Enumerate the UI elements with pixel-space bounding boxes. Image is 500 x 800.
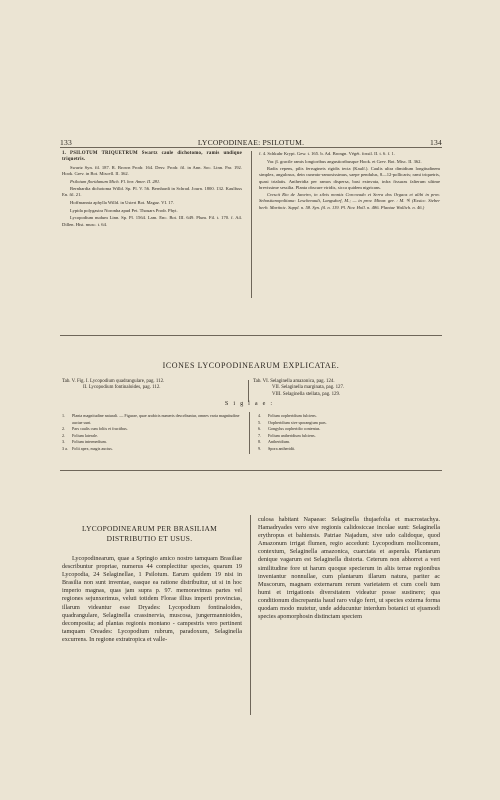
distribution-title-line2: DISTRIBUTIO ET USUS. (106, 534, 193, 543)
left-column (62, 151, 242, 228)
gloss-num: 1. (62, 413, 66, 418)
siglae-heading: Siglae: (224, 400, 278, 407)
gloss-text: Oopheridium sive sporangium pars. (268, 419, 327, 425)
synonym-4: Hoffmannia aphylla Willd. in Usteri Bot. Magaz. VI. 17. (70, 200, 175, 206)
section-rule-bottom (60, 470, 442, 471)
plate-entry: Tab. V. Fig. I. Lycopodium quadrangulare, pag. 112. (62, 379, 165, 384)
gloss-text: Folium oopheridium fulciens. (268, 413, 317, 418)
gloss-text: Folium antheridium fulciens. (268, 432, 316, 438)
gloss-item (62, 446, 240, 453)
synonym-6: Lycopodium nudum Linn. Sp. Pl. 1564. Lam. Enc. Bot. III. 649. Plum. Fil. t. 170. f. A4. Dillen. Hist. musc. t. 64. (62, 215, 242, 227)
page-number-right: 134 (429, 137, 442, 147)
gloss-num: 6. (258, 426, 262, 431)
gloss-text: Folii apex, magis auctus. (72, 445, 113, 451)
synonym-3: Bernhardia dichotoma Willd. Sp. Pl. V. 56. Bernhardi in Schrad. Journ. 1800. 132. Kaulfuss En. fil. 21. (62, 186, 242, 198)
gloss-num: 8. (258, 439, 262, 444)
plate-entry: VII. Selaginella marginata, pag. 127. (272, 385, 345, 391)
gloss-num: 2. (62, 432, 66, 438)
distribution-text-left: Lycopodinearum, quae a Springio amico nostro tamquam Brasiliae describuntur propriae, numerus 44 complectitur species, quarum 19 Lycopodia, 24 Selaginellae, 1 Psilotum. Earum quidem 19 nisi in Brasilia non sunt inventae, easque ea ratione distribuitur, ut si in hoc imperio magnas, quas jam supra p. 97. memoravimus partes vel regiones sejunxerimus, veluti totidem Florae illius imperii provincias, illarum videantur esse Dryades: Lycopodium fontinaloides, quadrangulare, Selaginella crassinervia, muscosa, jungermannioides, decomposita; ad plantas regionis montano - campestris vero pertinent tamquam Oreades: Lycopodium rubrum, paradoxum, Selaginella excurrens. In regione extratropica et valle- (62, 555, 242, 643)
synonym-5: Lypida polygastra Noronha apud Pet. Thouars Prodr. Phyt. (70, 207, 178, 213)
gloss-right (258, 413, 438, 452)
variety-note: Var. β. gracile ramis longioribus angustioribusque Hook. et Grev. Bot. Misc. II. 362. (267, 158, 422, 164)
gloss-text: Folium laterale. (72, 432, 98, 438)
distribution-left-column (62, 555, 242, 644)
right-column (259, 151, 440, 211)
plate-divider (248, 380, 249, 402)
species-heading: 1. PSILOTUM TRIQUETRUM Swartz caule dichotomo, ramis undique triquetris. (62, 151, 242, 163)
column-divider-bottom (250, 515, 251, 715)
gloss-left (62, 413, 240, 452)
plate-entry: VIII. Selaginella stellata, pag. 129. (272, 391, 341, 397)
gloss-item (258, 446, 438, 453)
gloss-item (62, 413, 240, 426)
gloss-num: 9. (258, 445, 262, 451)
gloss-text: Folium intermedium. (72, 439, 107, 444)
gloss-text: Gongylus oopheridio contentus. (268, 426, 321, 431)
page-number-left: 133 (60, 137, 72, 147)
plate-list-left (62, 379, 237, 392)
gloss-text: Pars caulis cum foliis et fructibus. (72, 426, 128, 431)
locality-text: Crescit Rio de Janeiro, in silvis montis Corcovado et Serra dos Orgaos et alibi in prov. Sebastianopolitana: Leschenault, Langsdorf, M.; — in prov. Minar. ger. : M. ♃ (Exsicc. Sieber herb. Martinic. Suppl. n. 58. Syn. fil. n. 119. Pl. Nov. Holl. n. 486. Plantae Wallich. n. 46.) (259, 192, 440, 210)
description-text: Radix repens, pilis ferrugineis rigidis tecta (Kaulf.). Caulis ultra dimidium longitudinem simplex, angulosus, dein cuneato-ramosissimus, saepe pendulus, 8—12-pollicaris; rami triquetris, quasi trialatis. Antheridia per ramos dispersa, basi exinvata, infra fissuras falterum ultime brevissime sessilia. Planta obscure viridis, sicca quidem nigricans. (259, 166, 440, 190)
column-divider-top (251, 151, 252, 298)
gloss-num: 7. (258, 432, 262, 438)
plate-entry: II. Lycopodium fontinaloides, pag. 112. (83, 385, 161, 391)
gloss-divider (249, 412, 250, 454)
distribution-right-column (258, 516, 440, 621)
plates-section-title: ICONES LYCOPODINEARUM EXPLICATAE. (162, 361, 340, 370)
gloss-num: 2. (62, 426, 66, 431)
header-rule (60, 147, 442, 148)
plate-list-right (253, 379, 438, 398)
citation-continued: f. 4. Schkuhr Krypt. Gew. t. 165. b. Ad. Brongn. Végét. fossil. II. t. 6. f. 1. (259, 151, 395, 156)
gloss-num: 5. (258, 419, 262, 425)
gloss-num: 3 a. (62, 445, 68, 451)
synonym-1: Swartz Syn. fil. 187. R. Brown Prodr. 164. Desv. Prodr. fil. in Ann. Soc. Linn. Par. 192. Hook. Grev. in Bot. Miscell. II. 362. (62, 164, 242, 176)
distribution-title-line1: LYCOPODINEARUM PER BRASILIAM (82, 524, 217, 533)
plate-entry: Tab. VI. Selaginella amazonica, pag. 124. (253, 379, 335, 384)
gloss-num: 4. (258, 413, 262, 418)
running-header (60, 137, 442, 147)
distribution-text-right: culosa habitant Napaeae: Selaginella thujaefolia et macrostachya. Hamadryades vero sive regionis calidosiccae incolae sunt: Selaginella erythropus et bahiensis. Patriae Najadum, sive udo calidoque, quod Amazonum irrigat flumen, regio accedunt: Lycopodium mollicomum, contextum, Selaginella amazonica, cuarctata et asperula. Plantarum denique vagarum est Selaginella distorta. Ceterum non abhorret a veri similitudine fore ut harum quoque specierum in aliis terrae regionibus inveniantur nonnullae, cum plantarum illarum natura, pariter ac Muscorum, magnam externarum rerum varietatem et cum coeli tum humi et irrigationis diversitatem videatur posse sustinere; qua conditionum discrepantia haud raro vulgo ferri, ut species externa forma quodam modo mutetur, unde adducuntur interdum botanici ut ejusmodi species apomorphosin distinctam speciem (258, 516, 440, 621)
gloss-num: 3. (62, 439, 66, 444)
gloss-text: Spora antheridii. (268, 445, 296, 451)
synonym-2: Psilotum floridanum Mich. Fl. bor. Amer. II. 281. (70, 178, 161, 184)
distribution-title (62, 524, 237, 544)
running-title: LYCOPODINEAE: PSILOTUM. (197, 137, 305, 147)
gloss-text: Antheridium. (268, 439, 290, 444)
section-rule-top (60, 335, 442, 336)
gloss-text: Planta magnitudine naturali. — Figurae, quae arabicis numeris describuntur, omnes varia magnitudine auctae sunt. (72, 413, 240, 425)
